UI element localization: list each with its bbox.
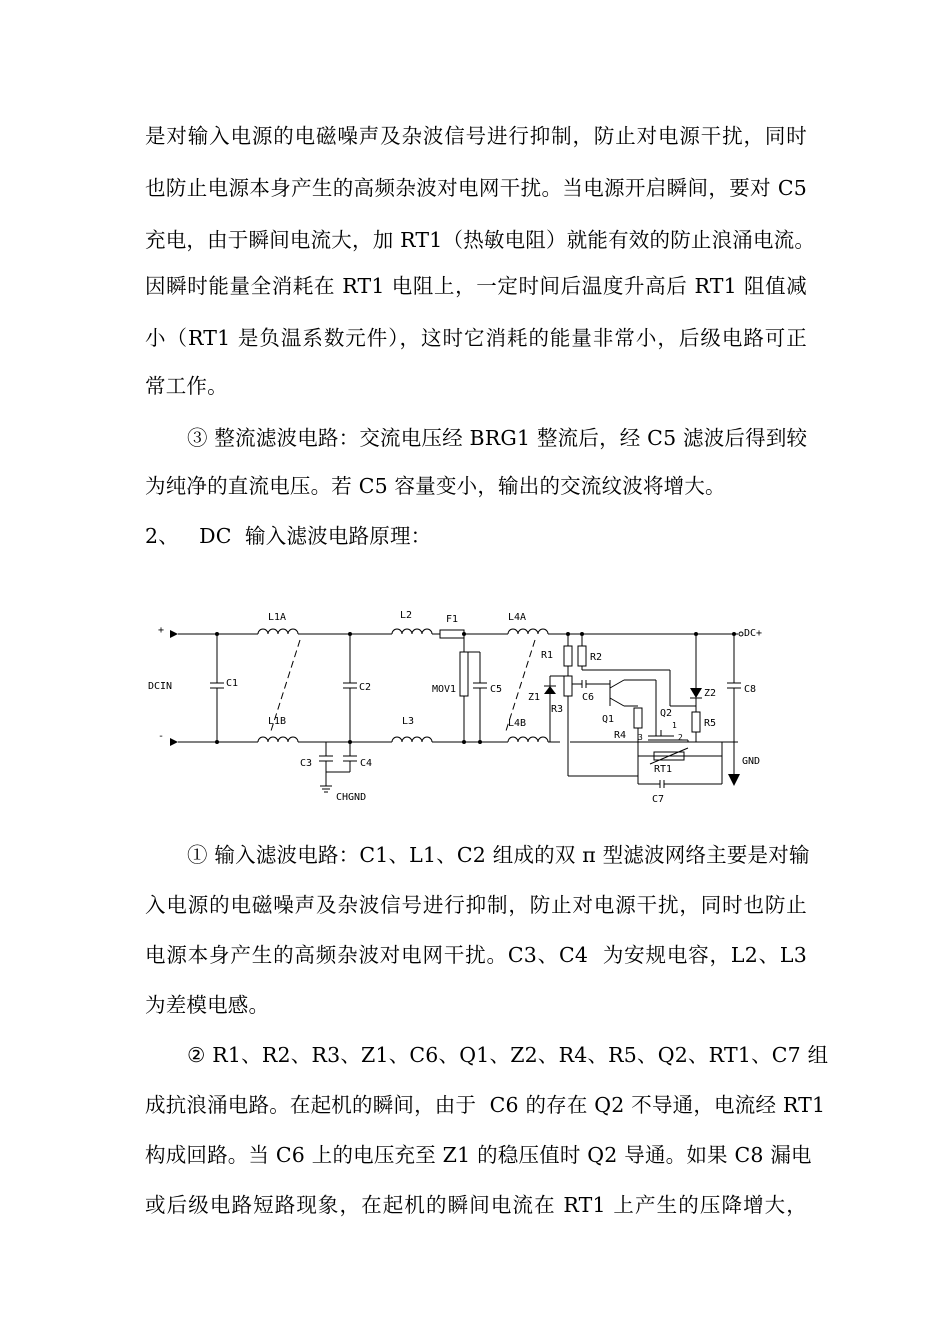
inductor-l3 [392, 737, 432, 742]
varistor-mov1 [460, 652, 468, 696]
label-c6: C6 [582, 692, 595, 703]
label-c2: C2 [359, 682, 372, 693]
inductor-l1b [258, 737, 298, 742]
label-c3: C3 [300, 758, 313, 769]
zener-z2 [690, 688, 702, 698]
label-pin2: 2 [678, 733, 683, 742]
item2-line: ② R1、R2、R3、Z1、C6、Q1、Z2、R4、R5、Q2、RT1、C7 组 [187, 1043, 829, 1067]
label-c4: C4 [360, 758, 373, 769]
paragraph-line: 小（RT1 是负温系数元件），这时它消耗的能量非常小，后级电路可正 [145, 326, 807, 350]
resistor-r2 [578, 646, 586, 666]
label-l4b: L4B [508, 718, 527, 729]
paragraph-line: 因瞬时能量全消耗在 RT1 电阻上，一定时间后温度升高后 RT1 阻值减 [145, 274, 807, 298]
paragraph-line: 充电，由于瞬间电流大，加 RT1（热敏电阻）就能有效的防止浪涌电流。 [145, 228, 816, 252]
label-r3: R3 [551, 704, 564, 715]
label-l3: L3 [402, 716, 415, 727]
zener-z1 [544, 686, 556, 694]
label-l1b: L1B [268, 716, 287, 727]
item1-line: 电源本身产生的高频杂波对电网干扰。C3、C4 为安规电容，L2、L3 [145, 943, 807, 967]
label-plus: + [158, 625, 165, 636]
label-c5: C5 [490, 684, 503, 695]
label-z1: Z1 [528, 692, 541, 703]
label-r5: R5 [704, 718, 717, 729]
paragraph-line: 是对输入电源的电磁噪声及杂波信号进行抑制，防止对电源干扰，同时 [145, 124, 807, 148]
label-r2: R2 [590, 652, 603, 663]
resistor-r3 [564, 676, 572, 696]
label-r1: R1 [541, 650, 554, 661]
label-f1: F1 [446, 614, 459, 625]
inductor-l2 [392, 629, 432, 634]
label-r4: R4 [614, 730, 627, 741]
label-c1: C1 [226, 678, 239, 689]
dc-input-filter-schematic [140, 596, 820, 810]
inductor-l1a [258, 629, 298, 634]
label-pin3: 3 [638, 733, 643, 742]
section-heading: 2、 DC 输入滤波电路原理： [145, 524, 432, 548]
item3-line: 为纯净的直流电压。若 C5 容量变小，输出的交流纹波将增大。 [145, 474, 726, 498]
inductor-l4a [508, 629, 548, 634]
label-mov1: MOV1 [432, 684, 457, 695]
inductor-l4b [508, 737, 548, 742]
item1-line: 入电源的电磁噪声及杂波信号进行抑制，防止对电源干扰，同时也防止 [145, 893, 807, 917]
item2-line: 成抗浪涌电路。在起机的瞬间，由于 C6 的存在 Q2 不导通，电流经 RT1 [145, 1093, 826, 1117]
resistor-r1 [564, 646, 572, 666]
label-q2: Q2 [660, 708, 673, 719]
ground-arrow [728, 774, 740, 786]
label-l1a: L1A [268, 612, 287, 623]
item1-line: 为差模电感。 [145, 993, 270, 1017]
label-dcin: DCIN [148, 681, 173, 692]
paragraph-line: 也防止电源本身产生的高频杂波对电网干扰。当电源开启瞬间，要对 C5 [145, 176, 807, 200]
label-chgnd: CHGND [336, 792, 367, 803]
label-dc-plus: DC+ [744, 628, 763, 639]
fuse-f1 [440, 630, 464, 638]
resistor-r5 [692, 712, 700, 732]
label-c7: C7 [652, 794, 665, 805]
item2-line: 构成回路。当 C6 上的电压充至 Z1 的稳压值时 Q2 导通。如果 C8 漏电 [145, 1143, 812, 1167]
resistor-r4 [634, 708, 642, 728]
label-gnd: GND [742, 756, 761, 767]
label-minus: - [158, 731, 165, 742]
label-l4a: L4A [508, 612, 527, 623]
label-c8: C8 [744, 684, 757, 695]
paragraph-line: 常工作。 [145, 374, 228, 398]
terminal-minus-arrow [170, 738, 178, 746]
item1-line: ① 输入滤波电路：C1、L1、C2 组成的双 π 型滤波网络主要是对输 [187, 843, 810, 867]
label-l2: L2 [400, 610, 413, 621]
label-rt1: RT1 [654, 764, 673, 775]
label-pin1: 1 [672, 721, 677, 730]
item2-line: 或后级电路短路现象，在起机的瞬间电流在 RT1 上产生的压降增大， [145, 1193, 807, 1217]
label-z2: Z2 [704, 688, 717, 699]
terminal-plus-arrow [170, 630, 178, 638]
label-q1: Q1 [602, 714, 615, 725]
item3-line: ③ 整流滤波电路：交流电压经 BRG1 整流后，经 C5 滤波后得到较 [187, 426, 808, 450]
